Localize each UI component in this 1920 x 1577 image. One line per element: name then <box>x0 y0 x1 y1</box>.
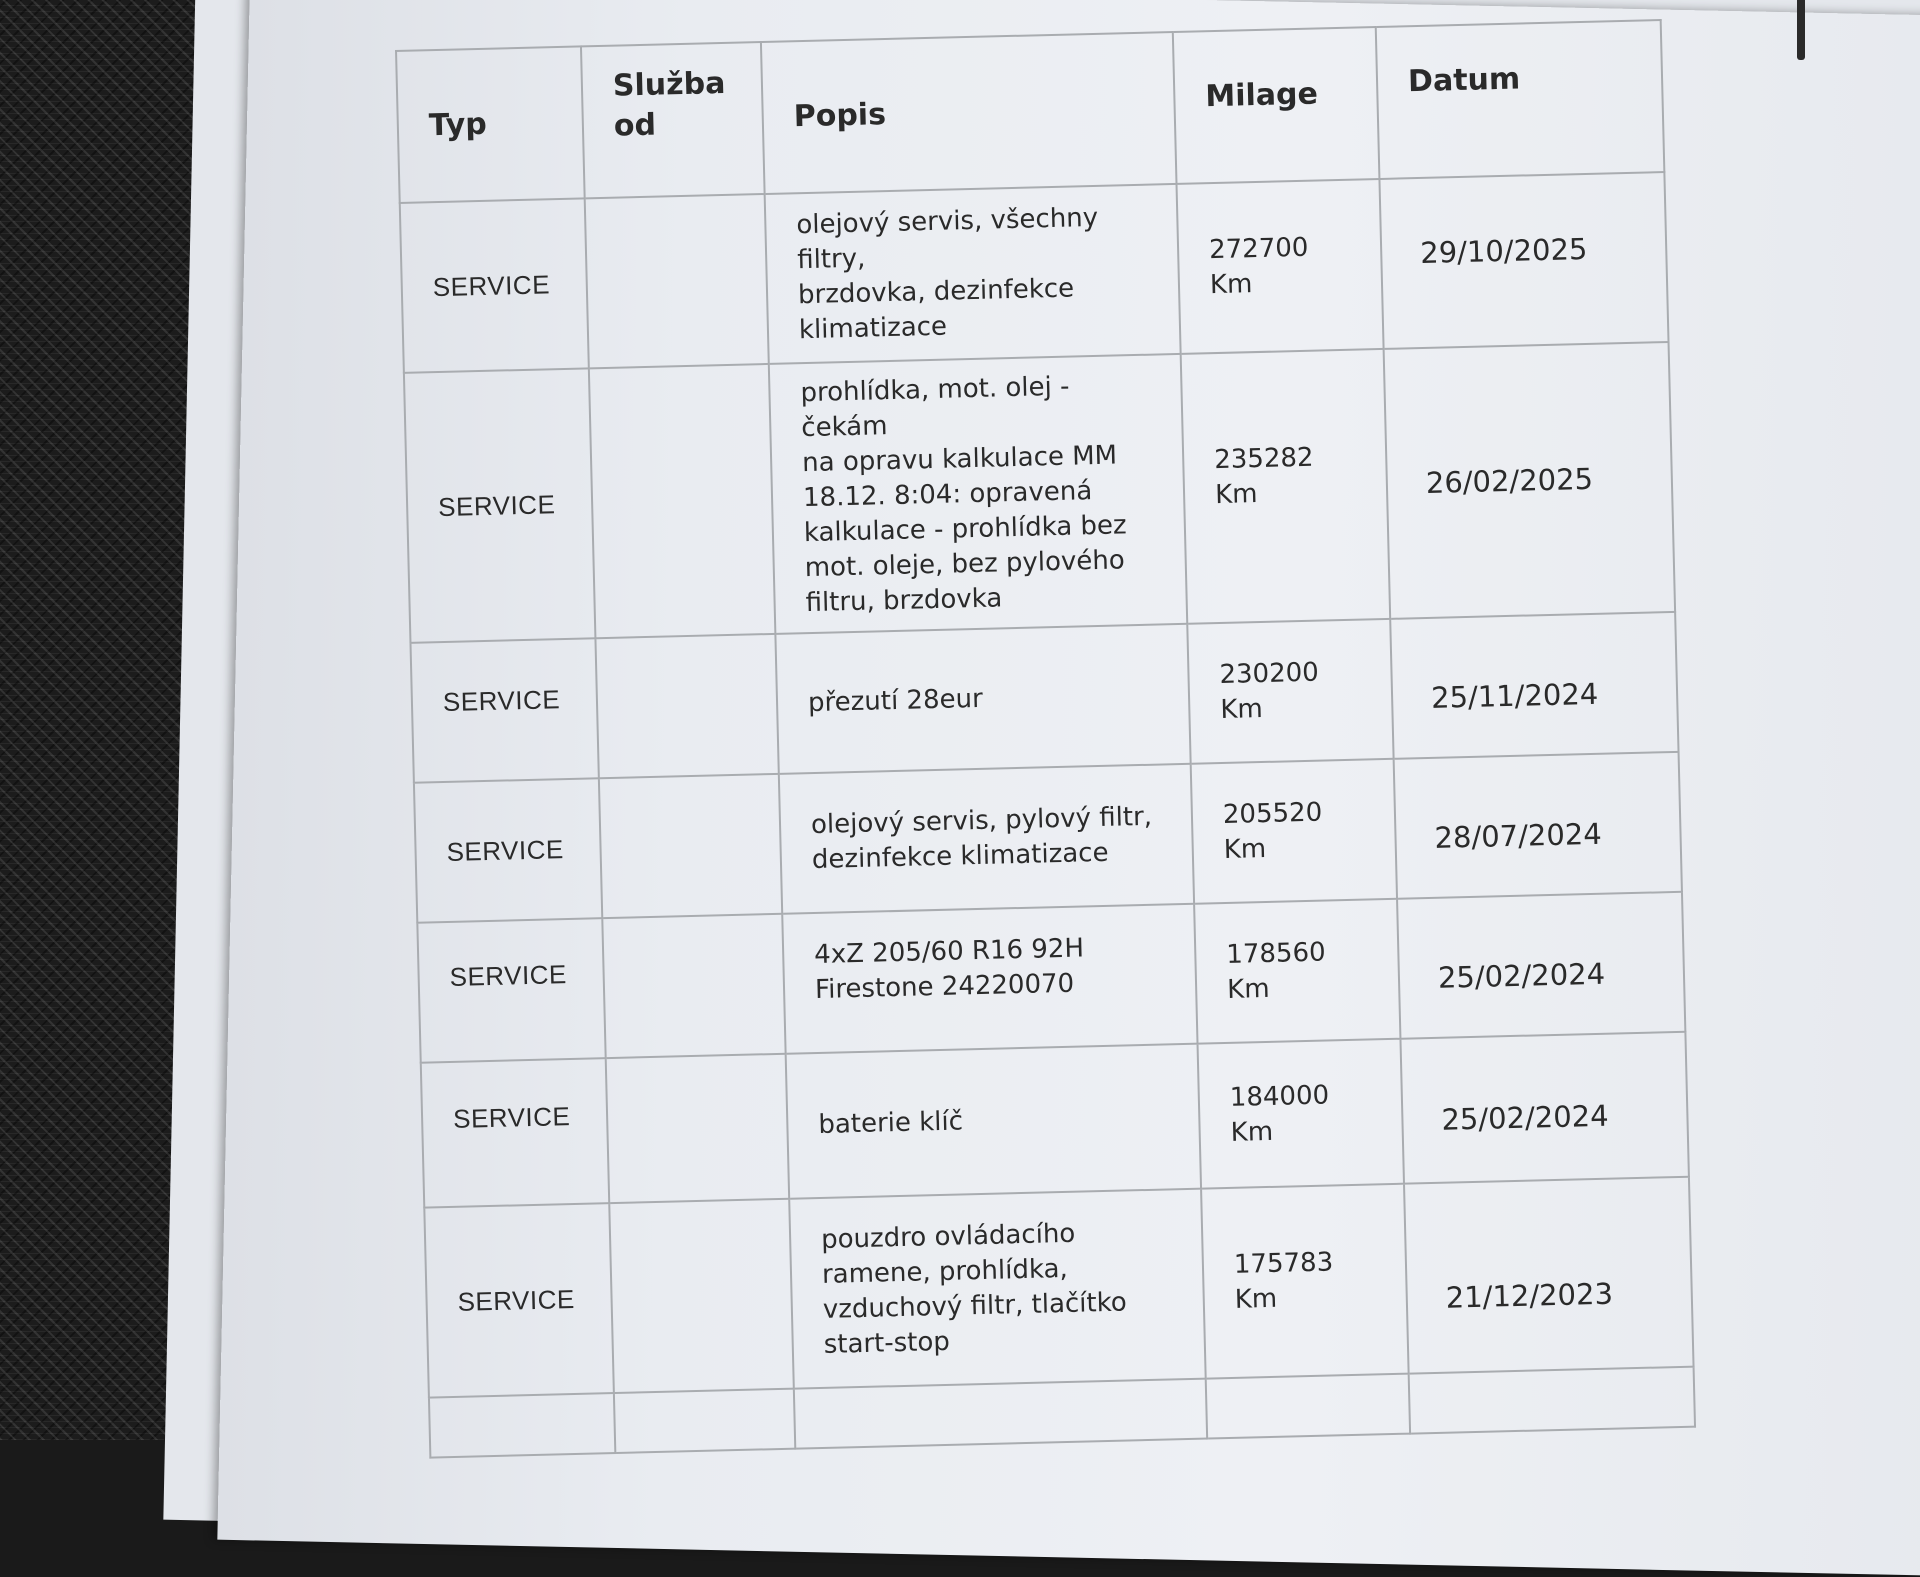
cell-sluzba-od <box>589 364 776 638</box>
cell-typ: SERVICE <box>404 368 596 642</box>
cell-datum: 21/12/2023 <box>1404 1177 1694 1374</box>
cell-milage: 235282 Km <box>1181 349 1391 624</box>
cell-milage: 205520 Km <box>1191 759 1397 904</box>
cell-sluzba-od <box>585 194 769 368</box>
cell-datum: 28/07/2024 <box>1394 752 1682 899</box>
cell-datum: 26/02/2025 <box>1384 342 1676 619</box>
header-sluzba-od: Služba od <box>581 42 765 198</box>
table-row <box>404 342 1675 643</box>
cell-milage: 184000 Km <box>1198 1039 1404 1189</box>
cell-popis: 4xZ 205/60 R16 92H Firestone 24220070 <box>782 904 1197 1054</box>
cell-popis: olejový servis, všechny filtry, brzdovka, dezinfekce klimatizace <box>765 184 1181 364</box>
header-row <box>396 20 1664 203</box>
cell-popis: prohlídka, mot. olej - čekám na opravu kalkulace MM 18.12. 8:04: opravená kalkulace - prohlídka bez mot. oleje, bez pylového filtru, brzdovka <box>769 354 1187 634</box>
cell-datum: 25/02/2024 <box>1397 892 1685 1039</box>
header-datum: Datum <box>1376 20 1665 179</box>
cell-datum <box>1409 1367 1695 1434</box>
cell-sluzba-od <box>606 1054 789 1203</box>
cell-typ: SERVICE <box>400 198 589 372</box>
cell-milage: 272700 Km <box>1177 179 1384 354</box>
service-history-document <box>395 19 1696 1459</box>
cell-typ: SERVICE <box>417 918 605 1062</box>
cell-typ <box>429 1393 615 1458</box>
cell-sluzba-od <box>602 914 785 1058</box>
cell-sluzba-od <box>609 1199 794 1393</box>
cell-popis <box>794 1379 1207 1449</box>
cell-milage: 178560 Km <box>1194 899 1400 1044</box>
cell-datum: 25/02/2024 <box>1400 1032 1688 1184</box>
cell-sluzba-od <box>599 774 782 918</box>
cell-typ: SERVICE <box>424 1203 614 1397</box>
header-milage: Milage <box>1173 27 1380 184</box>
cell-milage: 230200 Km <box>1187 619 1393 764</box>
cell-milage: 175783 Km <box>1201 1184 1409 1379</box>
cell-milage <box>1206 1374 1410 1439</box>
header-typ: Typ <box>396 46 585 202</box>
cell-datum: 25/11/2024 <box>1390 612 1678 759</box>
table-row <box>424 1177 1693 1398</box>
cell-popis: baterie klíč <box>786 1044 1201 1199</box>
cell-popis: přezutí 28eur <box>775 624 1190 774</box>
cell-popis: olejový servis, pylový filtr, dezinfekce klimatizace <box>779 764 1194 914</box>
cell-typ: SERVICE <box>414 778 602 922</box>
table-row <box>400 172 1669 373</box>
cell-popis: pouzdro ovládacího ramene, prohlídka, vzduchový filtr, tlačítko start-stop <box>789 1189 1206 1389</box>
cell-sluzba-od <box>595 634 778 778</box>
service-table <box>395 19 1696 1459</box>
paper-edge-mark <box>1797 0 1805 60</box>
header-popis: Popis <box>761 32 1177 194</box>
cell-datum: 29/10/2025 <box>1379 172 1668 349</box>
cell-typ: SERVICE <box>421 1058 609 1207</box>
cell-typ: SERVICE <box>410 638 598 782</box>
cell-sluzba-od <box>614 1389 795 1453</box>
